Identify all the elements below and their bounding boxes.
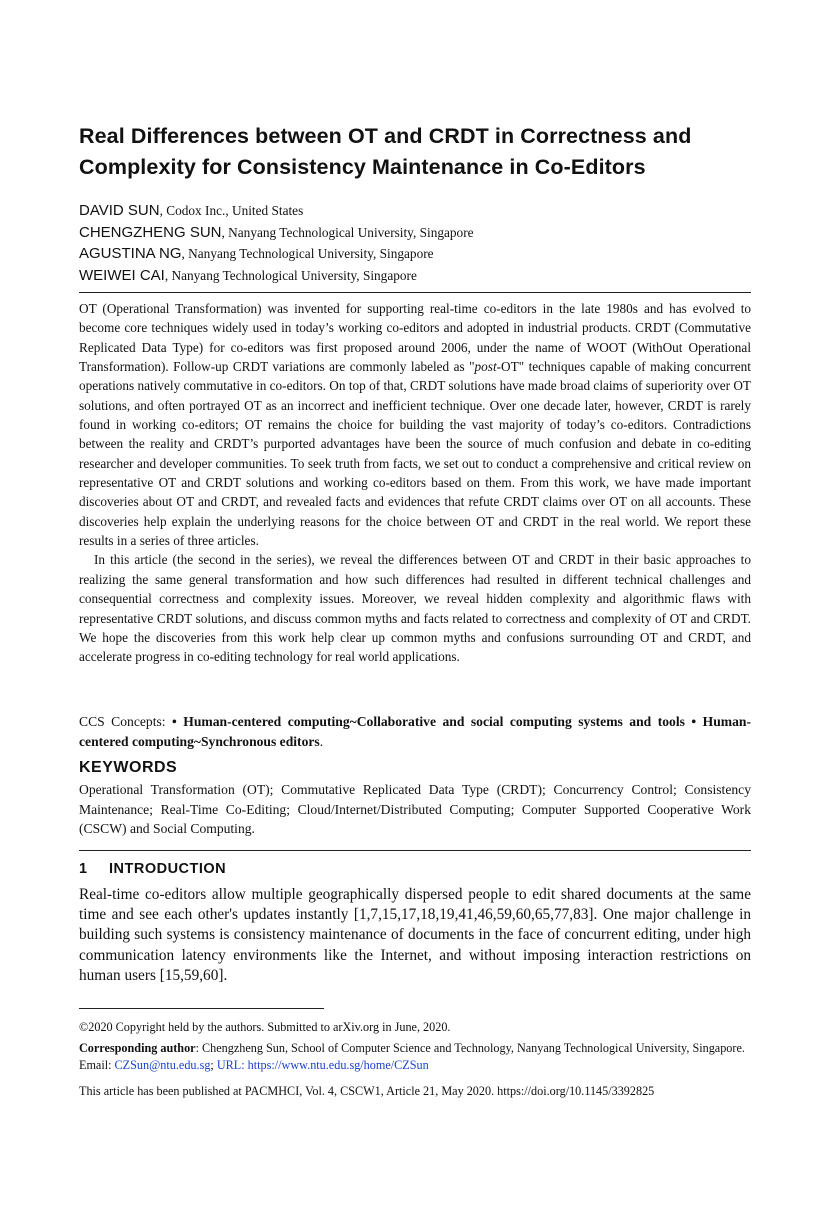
introduction-text: Real-time co-editors allow multiple geographically dispersed people to edit shared documents at the same time and see each other's updates instantly [1,7,15,17,18,19,41,46,59,60,65,77,83]. One major challenge in building such systems is consistency maintenance of documents in the face of concurrent editing, under high communication latency environments like the Internet, and without imposing interaction restrictions on human users [15,59,60]. [79,886,751,984]
abstract-paragraph-2: In this article (the second in the series), we reveal the differences between OT and CRDT in their basic approaches to realizing the same general transformation and how such differences had resulted in different technical challenges and consequential correctness and complexity issues. Moreover, we reveal hidden complexity and algorithmic flaws with representative CRDT solutions, and discuss common myths and facts related to correctness and complexity of OT and CRDT. We hope the discoveries from this work help clear up common myths and confusions surrounding OT and CRDT, and accelerate progress in co-editing technology for real world applications. [79,552,751,665]
author-affiliation: , Codox Inc., United States [159,203,304,218]
author-entry [79,222,769,244]
ccs-end: . [319,734,324,749]
abstract-top-rule [79,292,751,293]
author-name: DAVID SUN [79,202,160,219]
author-name: CHENGZHENG SUN [79,223,222,241]
author-list [79,200,769,286]
copyright-note: ©2020 Copyright held by the authors. Submitted to arXiv.org in June, 2020. [79,1020,451,1034]
url-label: URL: [216,1058,248,1073]
author-entry [79,243,769,265]
ccs-label: CCS Concepts: [79,714,173,729]
abstract-text: -OT" techniques capable of making concurrent operations natively commutative in co-editors. On top of that, CRDT solutions have made broad claims of superiority over OT solutions, and often portrayed OT as an incorrect and inefficient technique. Over one decade later, however, CRDT is rarely found in working co-editors; OT remains the choice for building the vast majority of today’s co-editors. Contradictions between the reality and CRDT’s purported advantages have been the source of much confusion and debate in co-editing researcher and developer communities. To seek truth from facts, we set out to conduct a comprehensive and critical review on representative OT and CRDT solutions and working co-editors based on them. From this work, we have made important discoveries about OT and CRDT, and revealed facts and evidences that refute CRDT claims over OT on all accounts. These discoveries help explain the underlying reasons for the choice between OT and CRDT in the real world. We report these results in a series of three articles. [79,359,751,549]
abstract-italic: post [474,359,497,375]
author-affiliation: , Nanyang Technological University, Singapore [164,267,417,283]
section-number: 1 [79,861,88,877]
corresponding-author-text: : Chengzheng Sun, School of Computer Science and Technology, Nanyang Technological University, Singapore. Email: [79,1040,745,1073]
abstract [79,299,751,667]
section-rule [79,850,751,851]
footnotes [79,1019,751,1100]
corresponding-author-note [79,1040,751,1075]
section-title: INTRODUCTION [109,861,227,877]
author-name: WEIWEI CAI [79,266,165,284]
separator: ; [210,1058,217,1073]
email-link[interactable]: CZSun@ntu.edu.sg [114,1058,211,1073]
author-entry [79,265,769,287]
ccs-item: • Human-centered computing~Collaborative and social computing systems and tools [172,714,685,729]
author-entry [79,200,769,222]
author-name: AGUSTINA NG [79,245,182,262]
ccs-item: • Human-centered computing~Synchronous editors [79,714,751,749]
ccs-concepts [79,712,751,752]
paper-title: Real Differences between OT and CRDT in Correctness and Complexity for Consistency Maintenance in Co-Editors [79,124,692,179]
keywords-heading: KEYWORDS [79,759,178,776]
author-affiliation: , Nanyang Technological University, Singapore [181,246,434,261]
keywords-text: Operational Transformation (OT); Commutative Replicated Data Type (CRDT); Concurrency Control; Consistency Maintenance; Real-Time Co-Editing; Cloud/Internet/Distributed Computing; Computer Supported Cooperative Work (CSCW) and Social Computing. [79,782,751,837]
abstract-text: OT (Operational Transformation) was invented for supporting real-time co-editors in the late 1980s and has evolved to become core techniques widely used in today’s working co-editors and adopted in industrial products. CRDT (Commutative Replicated Data Type) for co-editors was first proposed around 2006, under the name of WOOT (WithOut Operational Transformation). Follow-up CRDT variations are commonly labeled as " [79,301,751,375]
corresponding-author-label: Corresponding author [79,1040,196,1055]
footnote-rule [79,1008,324,1009]
publication-note: This article has been published at PACMHCI, Vol. 4, CSCW1, Article 21, May 2020. https://doi.org/10.1145/3392825 [79,1083,655,1098]
section-heading [79,861,226,877]
author-affiliation: , Nanyang Technological University, Singapore [221,224,474,240]
homepage-link[interactable]: https://www.ntu.edu.sg/home/CZSun [247,1058,429,1073]
abstract-paragraph-1 [79,299,751,550]
